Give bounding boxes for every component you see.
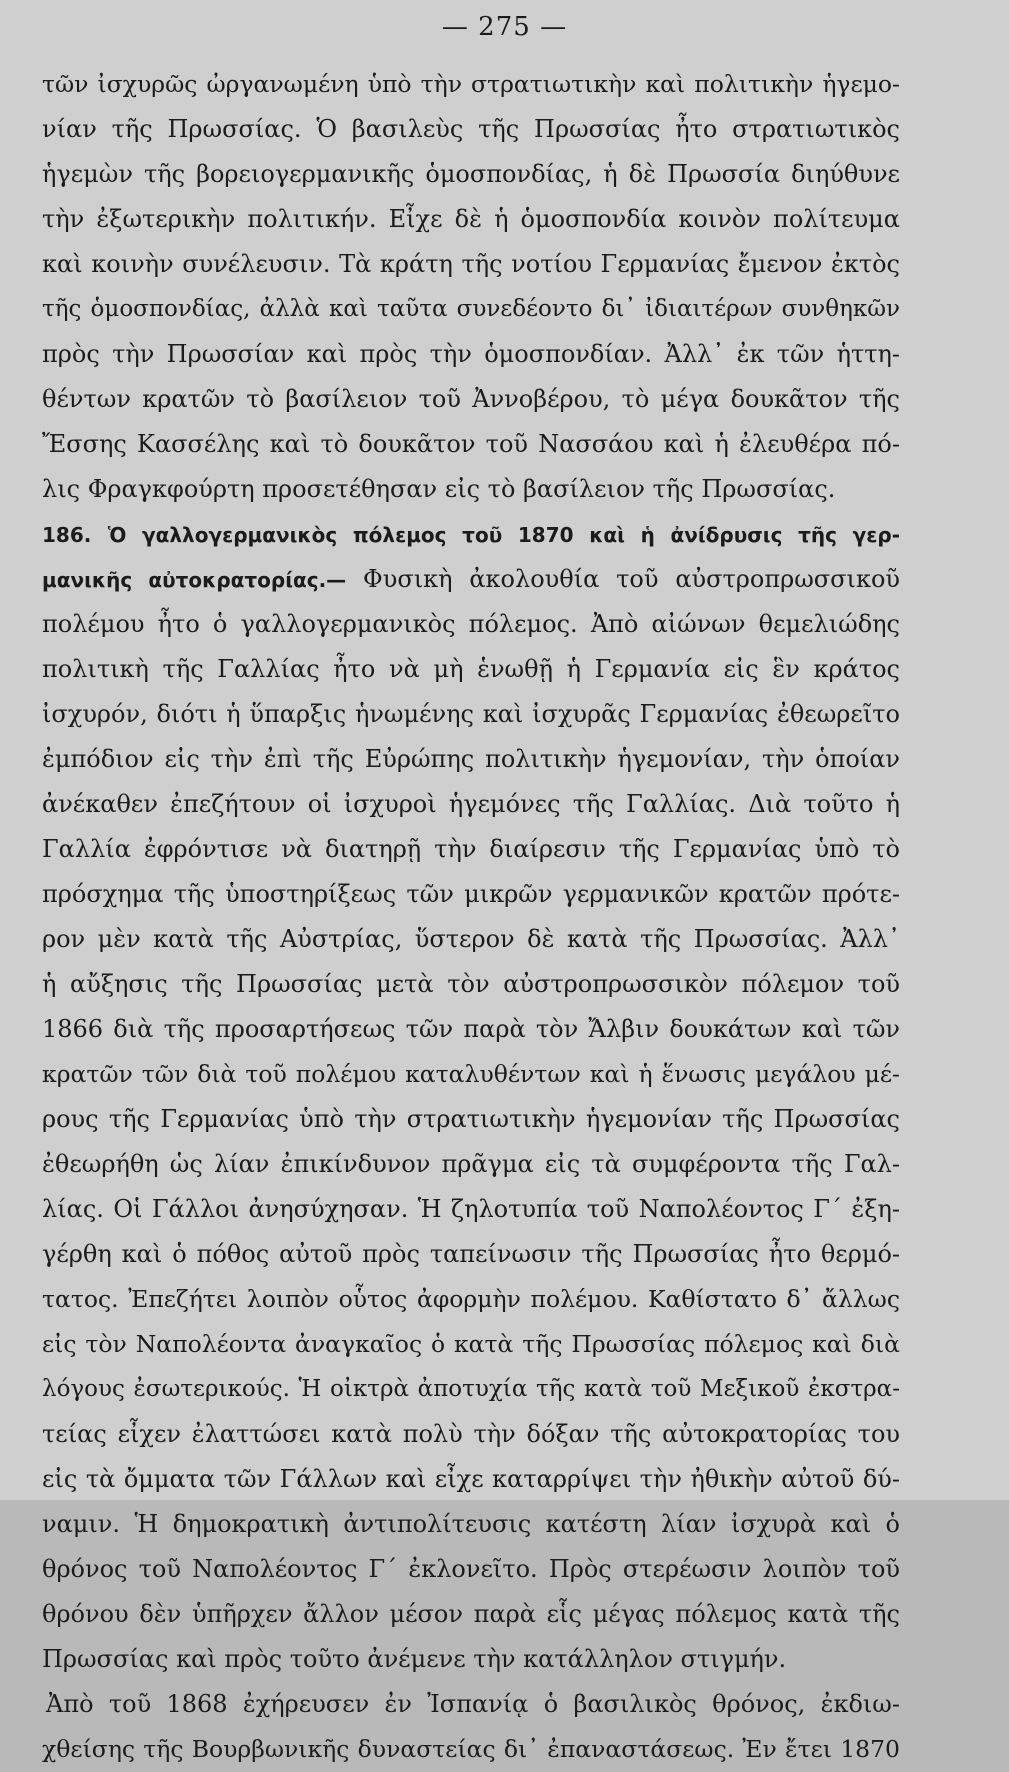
text-line: πολέμου ἦτο ὁ γαλλογερμανικὸς πόλεμος. Ἀπὸ αἰώνων θεμελιώδης xyxy=(42,610,900,638)
page-number: — 275 — xyxy=(441,12,568,42)
section-186 xyxy=(42,512,900,1682)
text-line: ρους τῆς Γερμανίας ὑπὸ τὴν στρατιωτικὴν ἡγεμονίαν τῆς Πρωσσίας xyxy=(42,1105,900,1133)
paragraph-1 xyxy=(42,62,900,512)
text-line: ἡ αὔξησις τῆς Πρωσσίας μετὰ τὸν αὐστροπρωσσικὸν πόλεμον τοῦ xyxy=(42,970,900,998)
text-line: νίαν τῆς Πρωσσίας. Ὁ βασιλεὺς τῆς Πρωσσίας ἦτο στρατιωτικὸς xyxy=(42,115,900,143)
text-line: ἐθεωρήθη ὡς λίαν ἐπικίνδυνον πρᾶγμα εἰς τὰ συμφέροντα τῆς Γαλ- xyxy=(42,1150,900,1178)
section-heading-line xyxy=(42,512,900,557)
section-heading-line-2 xyxy=(42,557,900,602)
text-line: θρόνου δὲν ὑπῆρχεν ἄλλον μέσον παρὰ εἷς μέγας πόλεμος κατὰ τῆς xyxy=(42,1600,900,1628)
text-line: 1866 διὰ τῆς προσαρτήσεως τῶν παρὰ τὸν Ἄλβιν δουκάτων καὶ τῶν xyxy=(42,1015,900,1043)
text-line: Ἀπὸ τοῦ 1868 ἐχήρευσεν ἐν Ἰσπανίᾳ ὁ βασιλικὸς θρόνος, ἐκδιω- xyxy=(46,1690,900,1718)
section-text-start: Φυσικὴ ἀκολουθία τοῦ αὐστροπρωσσικοῦ xyxy=(363,565,900,593)
text-line: πολιτικὴ τῆς Γαλλίας ἦτο νὰ μὴ ἑνωθῇ ἡ Γερμανία εἰς ἓν κράτος xyxy=(42,655,900,683)
text-line: λις Φραγκφούρτη προσετέθησαν εἰς τὸ βασίλειον τῆς Πρωσσίας. xyxy=(42,475,836,503)
text-line: Πρωσσίας καὶ πρὸς τοῦτο ἀνέμενε τὴν κατάλληλον στιγμήν. xyxy=(42,1645,787,1673)
text-line: Γαλλία ἐφρόντισε νὰ διατηρῇ τὴν διαίρεσιν τῆς Γερμανίας ὑπὸ τὸ xyxy=(42,835,900,863)
section-number: 186. xyxy=(42,523,92,547)
text-line: θρόνος τοῦ Ναπολέοντος Γ΄ ἐκλονεῖτο. Πρὸς στερέωσιν λοιπὸν τοῦ xyxy=(42,1555,900,1583)
text-line: εἰς τὰ ὄμματα τῶν Γάλλων καὶ εἶχε καταρρίψει τὴν ἠθικὴν αὐτοῦ δύ- xyxy=(42,1465,900,1493)
text-line: λόγους ἐσωτερικούς. Ἡ οἰκτρὰ ἀποτυχία τῆς κατὰ τοῦ Μεξικοῦ ἐκστρα- xyxy=(42,1376,900,1402)
section-title-continued: μανικῆς αὐτοκρατορίας.— xyxy=(42,568,347,592)
text-line: τὴν ἐξωτερικὴν πολιτικήν. Εἶχε δὲ ἡ ὁμοσπονδία κοινὸν πολίτευμα xyxy=(42,205,900,233)
text-line: καὶ κοινὴν συνέλευσιν. Τὰ κράτη τῆς νοτίου Γερμανίας ἔμενον ἐκτὸς xyxy=(42,250,900,278)
text-line: ἰσχυρόν, διότι ἡ ὕπαρξις ἡνωμένης καὶ ἰσχυρᾶς Γερμανίας ἐθεωρεῖτο xyxy=(42,700,900,728)
text-line: τῆς ὁμοσπονδίας, ἀλλὰ καὶ ταῦτα συνεδέοντο δι᾽ ἰδιαιτέρων συνθηκῶν xyxy=(42,296,900,322)
text-block xyxy=(42,62,900,1772)
text-line: τῶν ἰσχυρῶς ὠργανωμένη ὑπὸ τὴν στρατιωτικὴν καὶ πολιτικὴν ἡγεμο- xyxy=(42,70,900,98)
text-line: γέρθη καὶ ὁ πόθος αὐτοῦ πρὸς ταπείνωσιν τῆς Πρωσσίας ἦτο θερμό- xyxy=(42,1240,900,1268)
paragraph-3 xyxy=(42,1682,900,1772)
text-line: εἰς τὸν Ναπολέοντα ἀναγκαῖος ὁ κατὰ τῆς Πρωσσίας πόλεμος καὶ διὰ xyxy=(42,1330,900,1358)
text-line: πρὸς τὴν Πρωσσίαν καὶ πρὸς τὴν ὁμοσπονδίαν. Ἀλλ᾽ ἐκ τῶν ἡττη- xyxy=(42,340,900,368)
text-line: πρόσχημα τῆς ὑποστηρίξεως τῶν μικρῶν γερμανικῶν κρατῶν πρότε- xyxy=(42,880,900,908)
text-line: ἡγεμὼν τῆς βορειογερμανικῆς ὁμοσπονδίας, ἡ δὲ Πρωσσία διηύθυνε xyxy=(42,160,900,188)
text-line: ἀνέκαθεν ἐπεζήτουν οἱ ἰσχυροὶ ἡγεμόνες τῆς Γαλλίας. Διὰ τοῦτο ἡ xyxy=(42,790,900,818)
section-title: Ὁ γαλλογερμανικὸς πόλεμος τοῦ 1870 καὶ ἡ ἀνίδρυσις τῆς γερ- xyxy=(107,523,901,547)
text-line: ρον μὲν κατὰ τῆς Αὐστρίας, ὕστερον δὲ κατὰ τῆς Πρωσσίας. Ἀλλ᾽ xyxy=(42,925,900,953)
text-line: ἐμπόδιον εἰς τὴν ἐπὶ τῆς Εὐρώπης πολιτικὴν ἡγεμονίαν, τὴν ὁποίαν xyxy=(42,745,900,773)
text-line: τείας εἶχεν ἐλαττώσει κατὰ πολὺ τὴν δόξαν τῆς αὐτοκρατορίας του xyxy=(42,1420,900,1448)
text-line: θέντων κρατῶν τὸ βασίλειον τοῦ Ἀννοβέρου, τὸ μέγα δουκᾶτον τῆς xyxy=(42,385,900,413)
text-line: ναμιν. Ἡ δημοκρατικὴ ἀντιπολίτευσις κατέστη λίαν ἰσχυρὰ καὶ ὁ xyxy=(42,1510,900,1538)
text-line: χθείσης τῆς Βουρβωνικῆς δυναστείας δι᾽ ἐπαναστάσεως. Ἐν ἔτει 1870 xyxy=(42,1735,900,1763)
text-line: κρατῶν τῶν διὰ τοῦ πολέμου καταλυθέντων καὶ ἡ ἕνωσις μεγάλου μέ- xyxy=(42,1060,900,1088)
text-line: Ἔσσης Κασσέλης καὶ τὸ δουκᾶτον τοῦ Νασσάου καὶ ἡ ἐλευθέρα πό- xyxy=(42,430,900,458)
text-line: τατος. Ἐπεζήτει λοιπὸν οὗτος ἀφορμὴν πολέμου. Καθίστατο δ᾽ ἄλλως xyxy=(42,1285,900,1313)
text-line: λίας. Οἱ Γάλλοι ἀνησύχησαν. Ἡ ζηλοτυπία τοῦ Ναπολέοντος Γ΄ ἐξη- xyxy=(42,1195,900,1223)
